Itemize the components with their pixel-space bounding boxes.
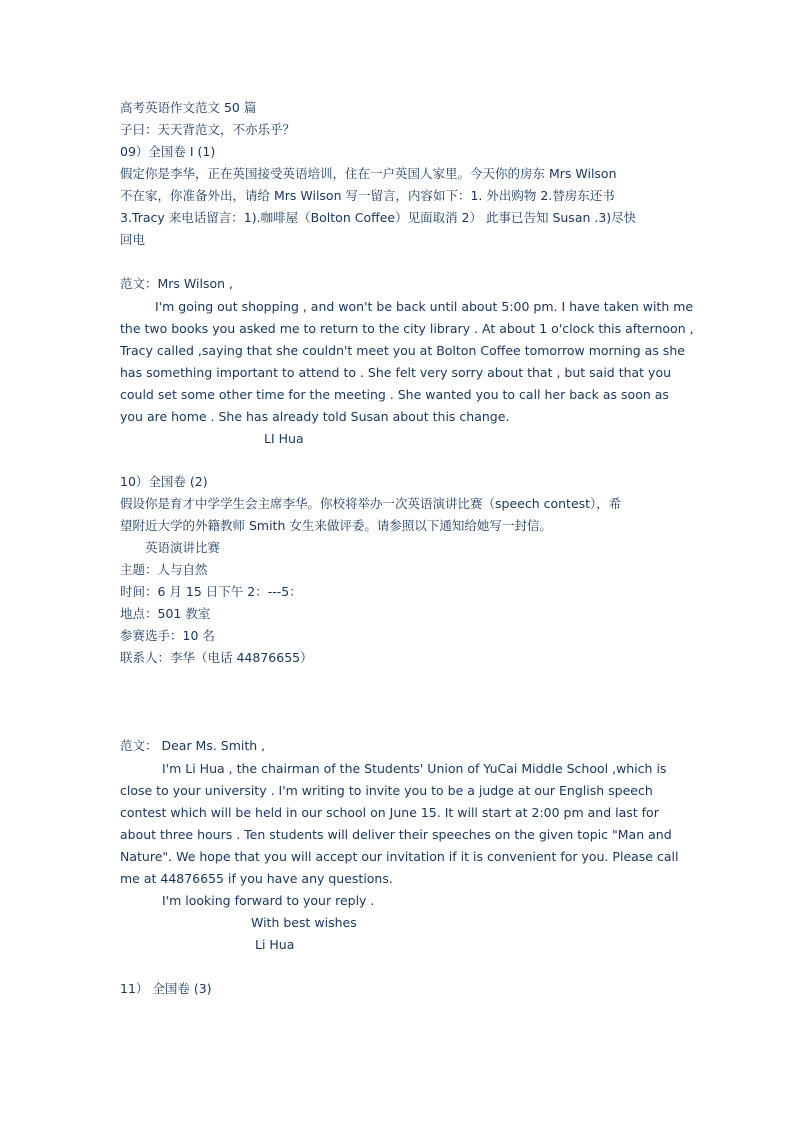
document-title: 高考英语作文范文 50 篇 <box>120 100 257 115</box>
motto: 子曰：天天背范文，不亦乐乎？ <box>120 122 296 137</box>
essay-line: I'm going out shopping , and won't be back until about 5:00 pm. I have taken with me <box>155 299 694 314</box>
prompt-line: 3.Tracy 来电话留言：1).咖啡屋（Bolton Coffee）见面取消 2） 此事已告知 Susan .3)尽快 <box>120 210 637 225</box>
essay-line: could set some other time for the meeting . She wanted you to call her back as soon as <box>120 387 669 402</box>
notice-item: 主题：人与自然 <box>120 562 208 577</box>
notice-item: 地点：501 教室 <box>120 606 211 621</box>
essay-line: has something important to attend to . She felt very sorry about that , but said that you <box>120 365 672 380</box>
prompt-line: 回电 <box>120 232 146 247</box>
essay-line: about three hours . Ten students will deliver their speeches on the given topic "Man and <box>120 827 672 842</box>
essay-wishes: With best wishes <box>251 915 357 930</box>
prompt-line: 假定你是李华，正在英国接受英语培训，住在一户英国人家里。今天你的房东 Mrs Wilson <box>120 166 617 181</box>
essay-line: me at 44876655 if you have any questions. <box>120 871 393 886</box>
section-heading-1: 09）全国卷 I (1) <box>120 144 216 159</box>
essay-line: close to your university . I'm writing to invite you to be a judge at our English speech <box>120 783 653 798</box>
essay-closing: I'm looking forward to your reply . <box>162 893 375 908</box>
prompt-line: 望附近大学的外籍教师 Smith 女生来做评委。请参照以下通知给她写一封信。 <box>120 518 552 533</box>
essay-line: Nature". We hope that you will accept our invitation if it is convenient for you. Please call <box>120 849 679 864</box>
essay-line: you are home . She has already told Susan about this change. <box>120 409 510 424</box>
essay-line: I'm Li Hua , the chairman of the Students' Union of YuCai Middle School ,which is <box>162 761 667 776</box>
essay-signature: LI Hua <box>264 431 304 446</box>
notice-title: 英语演讲比赛 <box>145 540 221 555</box>
essay-line: Tracy called ,saying that she couldn't meet you at Bolton Coffee tomorrow morning as she <box>120 343 685 358</box>
section-heading-2: 10）全国卷 (2) <box>120 474 208 489</box>
essay-salutation: 范文：Mrs Wilson , <box>120 276 233 291</box>
prompt-line: 不在家，你准备外出，请给 Mrs Wilson 写一留言，内容如下：1. 外出购物 2.替房东还书 <box>120 188 615 203</box>
notice-item: 联系人：李华（电话 44876655） <box>120 650 313 665</box>
essay-salutation: 范文： Dear Ms. Smith , <box>120 738 266 753</box>
essay-signature: Li Hua <box>255 937 295 952</box>
essay-line: the two books you asked me to return to the city library . At about 1 o'clock this afternoon , <box>120 321 694 336</box>
section-heading-3: 11） 全国卷 (3) <box>120 981 212 996</box>
notice-item: 时间：6 月 15 日下午 2：---5： <box>120 584 302 599</box>
notice-item: 参赛选手：10 名 <box>120 628 215 643</box>
essay-line: contest which will be held in our school on June 15. It will start at 2:00 pm and last for <box>120 805 659 820</box>
prompt-line: 假设你是育才中学学生会主席李华。你校将举办一次英语演讲比赛（speech contest），希 <box>120 496 622 511</box>
